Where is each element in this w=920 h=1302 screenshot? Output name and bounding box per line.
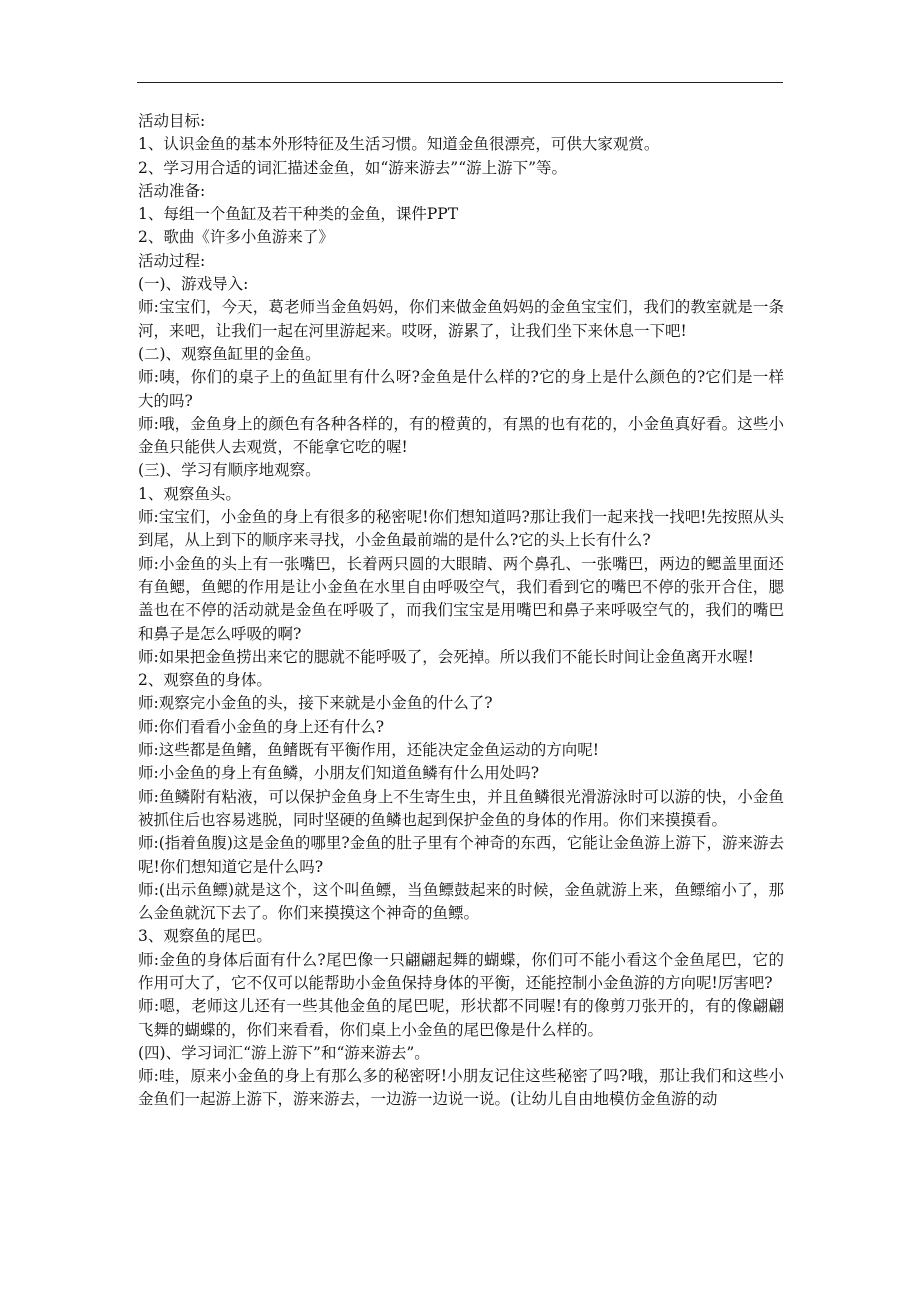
paragraph: 师:哦，金鱼身上的颜色有各种各样的，有的橙黄的，有黑的也有花的，小金鱼真好看。这些小金鱼只能供人去观赏，不能拿它吃的喔! xyxy=(138,414,784,457)
paragraph: 师:小金鱼的身上有鱼鳞，小朋友们知道鱼鳞有什么用处吗? xyxy=(138,764,540,783)
paragraph: 师:小金鱼的头上有一张嘴巴，长着两只圆的大眼睛、两个鼻孔、一张嘴巴，两边的鳃盖里面还有鱼鳃，鱼鳃的作用是让小金鱼在水里自由呼吸空气，我们看到它的嘴巴不停的张开合住，腮盖也在不停的活动就是金鱼在呼吸了，而我们宝宝是用嘴巴和鼻子来呼吸空气的，我们的嘴巴和鼻子是怎么呼吸的啊? xyxy=(138,554,784,643)
paragraph: (四)、学习词汇“游上游下”和“游来游去”。 xyxy=(138,1043,430,1062)
paragraph: 师:观察完小金鱼的头，接下来就是小金鱼的什么了? xyxy=(138,694,493,713)
paragraph: 2、观察鱼的身体。 xyxy=(138,671,272,690)
paragraph: 师:你们看看小金鱼的身上还有什么? xyxy=(138,717,385,736)
paragraph: 师:金鱼的身体后面有什么?尾巴像一只翩翩起舞的蝴蝶，你们可不能小看这个金鱼尾巴，它的作用可大了，它不仅可以能帮助小金鱼保持身体的平衡，还能控制小金鱼游的方向呢!厉害吧? xyxy=(138,950,784,992)
paragraph: 师:宝宝们，小金鱼的身上有很多的秘密呢!你们想知道吗?那让我们一起来找一找吧!先按照从头到尾，从上到下的顺序来寻找，小金鱼最前端的是什么?它的头上长有什么? xyxy=(138,508,784,550)
header-rule xyxy=(137,82,783,83)
paragraph: (一)、游戏导入: xyxy=(138,275,249,294)
paragraph: 师:(指着鱼腹)这是金鱼的哪里?金鱼的肚子里有个神奇的东西，它能让金鱼游上游下，游来游去呢!你们想知道它是什么吗? xyxy=(138,834,784,876)
paragraph: 师:宝宝们，今天，葛老师当金鱼妈妈，你们来做金鱼妈妈的金鱼宝宝们，我们的教室就是一条河，来吧，让我们一起在河里游起来。哎呀，游累了，让我们坐下来休息一下吧! xyxy=(138,298,784,340)
paragraph: 师:如果把金鱼捞出来它的腮就不能呼吸了，会死掉。所以我们不能长时间让金鱼离开水喔! xyxy=(138,647,754,666)
paragraph: 3、观察鱼的尾巴。 xyxy=(138,927,272,946)
paragraph: 师:(出示鱼鳔)就是这个，这个叫鱼鳔，当鱼鳔鼓起来的时候，金鱼就游上来，鱼鳔缩小了，那么金鱼就沉下去了。你们来摸摸这个神奇的鱼鳔。 xyxy=(138,880,784,923)
paragraph: 2、学习用合适的词汇描述金鱼，如“游来游去”“游上游下”等。 xyxy=(138,158,568,177)
paragraph: (二)、观察鱼缸里的金鱼。 xyxy=(138,344,321,363)
paragraph: 师:这些都是鱼鳍，鱼鳍既有平衡作用，还能决定金鱼运动的方向呢! xyxy=(138,741,599,760)
paragraph: 活动目标: xyxy=(138,112,206,130)
paragraph: 师:哇，原来小金鱼的身上有那么多的秘密呀!小朋友记住这些秘密了吗?哦，那让我们和这些小金鱼们一起游上游下，游来游去，一边游一边说一说。(让幼儿自由地模仿金鱼游的动 xyxy=(138,1067,784,1109)
paragraph: 1、认识金鱼的基本外形特征及生活习惯。知道金鱼很漂亮，可供大家观赏。 xyxy=(138,135,660,154)
paragraph: 师:鱼鳞附有粘液，可以保护金鱼身上不生寄生虫，并且鱼鳞很光滑游泳时可以游的快，小金鱼被抓住后也容易逃脱，同时坚硬的鱼鳞也起到保护金鱼的身体的作用。你们来摸摸看。 xyxy=(138,787,784,829)
paragraph: (三)、学习有顺序地观察。 xyxy=(138,461,321,480)
paragraph: 活动过程: xyxy=(138,251,206,270)
paragraph: 师:咦，你们的桌子上的鱼缸里有什么呀?金鱼是什么样的?它的身上是什么颜色的?它们是一样大的吗? xyxy=(138,368,784,410)
document-body xyxy=(138,110,784,1112)
paragraph: 1、每组一个鱼缸及若干种类的金鱼，课件PPT xyxy=(138,205,459,224)
paragraph: 2、歌曲《许多小鱼游来了》 xyxy=(138,228,334,247)
paragraph: 师:嗯，老师这儿还有一些其他金鱼的尾巴呢，形状都不同喔!有的像剪刀张开的，有的像翩翩飞舞的蝴蝶的，你们来看看，你们桌上小金鱼的尾巴像是什么样的。 xyxy=(138,997,784,1039)
paragraph: 活动准备: xyxy=(138,181,206,200)
paragraph: 1、观察鱼头。 xyxy=(138,484,241,503)
